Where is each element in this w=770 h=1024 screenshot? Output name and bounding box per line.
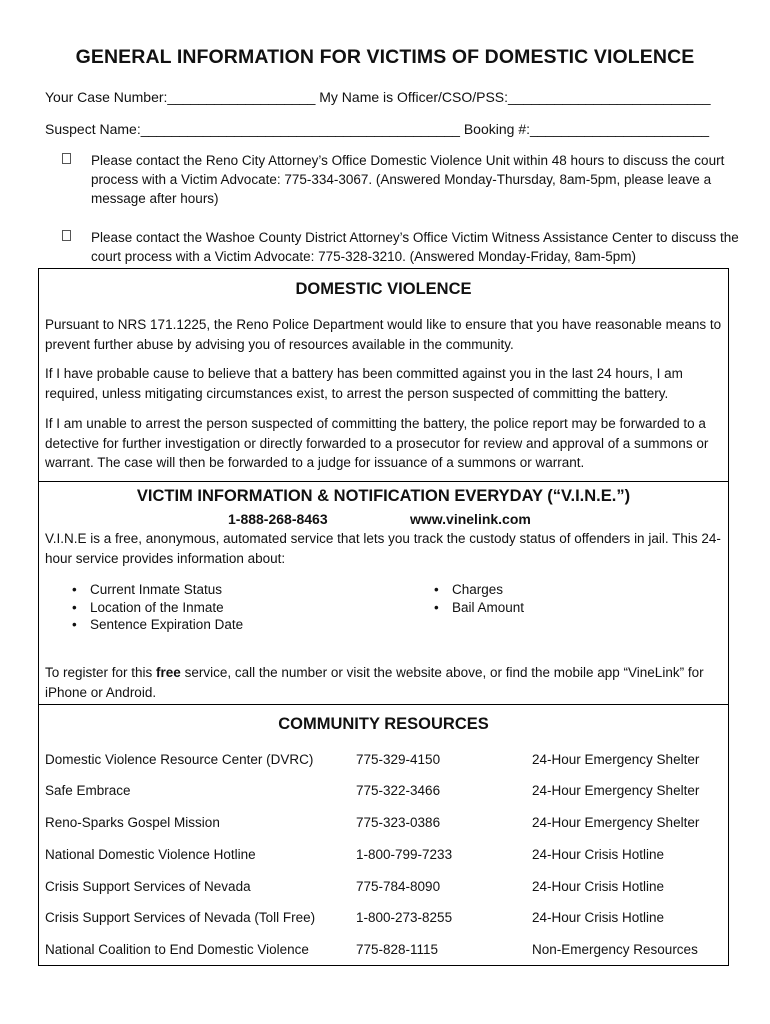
checklist-text: Please contact the Reno City Attorney’s Office Domestic Violence Unit within 48 hours to discuss the court process with a Victim Advocate: 775-334-3067. (Answered Monday-Thursday, 8am-5pm, please leave a message after hours) [91,153,725,206]
community-resources-heading: COMMUNITY RESOURCES [278,715,489,733]
resource-phone: 1-800-799-7233 [356,847,453,862]
checkbox-icon[interactable] [62,153,71,164]
table-row [45,783,725,803]
list-item: • Current Inmate Status [66,581,243,599]
vine-heading: VICTIM INFORMATION & NOTIFICATION EVERYDAY (“V.I.N.E.”) [136,487,631,505]
list-item: • Bail Amount [428,599,524,617]
table-row [45,879,725,899]
register-text-start: To register for this [45,665,157,680]
register-text-bold: free [156,665,181,680]
table-row [45,910,725,930]
dv-paragraph: If I have probable cause to believe that a battery has been committed against you in the last 24 hours, I am required, unless mitigating circumstances exist, to arrest the person suspected of committing the battery. [45,366,683,401]
case-number-line: Your Case Number:___________________ My Name is Officer/CSO/PSS:__________________________ [45,89,711,105]
resource-phone: 1-800-273-8255 [356,910,453,925]
resource-service: 24-Hour Emergency Shelter [532,783,700,798]
resource-phone: 775-322-3466 [356,783,441,798]
section-divider [38,481,729,482]
suspect-name-line: Suspect Name:_________________________________________ Booking #:_______________________ [45,121,710,137]
resource-name: National Coalition to End Domestic Violence [45,942,309,957]
resource-name: National Domestic Violence Hotline [45,847,256,862]
resource-phone: 775-323-0386 [356,815,441,830]
list-item: • Sentence Expiration Date [66,616,243,634]
resource-service: 24-Hour Crisis Hotline [532,847,665,862]
resource-name: Safe Embrace [45,783,131,798]
vine-info-list-right [428,581,524,616]
dv-paragraph: Pursuant to NRS 171.1225, the Reno Police Department would like to ensure that you have reasonable means to prevent further abuse by advising you of resources available in the community. [45,317,722,352]
section-divider [38,704,729,705]
table-row [45,752,725,772]
resource-name: Reno-Sparks Gospel Mission [45,815,220,830]
checklist-text: Please contact the Washoe County District Attorney’s Office Victim Witness Assistance Center to discuss the court process with a Victim Advocate: 775-328-3210. (Answered Monday-Friday, 8am-5pm) [91,230,739,264]
register-text-end: service, call the number or visit the website above, or find the mobile app “VineLink” for iPhone or Android. [45,665,704,700]
vine-description: V.I.N.E is a free, anonymous, automated service that lets you track the custody status of offenders in jail. This 24-hour service provides information about: [45,531,721,566]
dv-paragraph: If I am unable to arrest the person suspected of committing the battery, the police report may be forwarded to a detective for further investigation or directly forwarded to a prosecutor for review and approval of a summons or warrant. The case will then be forwarded to a judge for issuance of a summons or warrant. [45,416,709,470]
vine-info-list-left [66,581,243,634]
checklist-item-city-attorney [62,151,742,208]
resource-service: 24-Hour Crisis Hotline [532,879,665,894]
resource-phone: 775-784-8090 [356,879,441,894]
page-title: GENERAL INFORMATION FOR VICTIMS OF DOMESTIC VIOLENCE [75,46,695,68]
checkbox-icon[interactable] [62,230,71,241]
table-row [45,942,725,962]
vine-website-link[interactable]: www.vinelink.com [410,511,531,527]
resource-service: 24-Hour Crisis Hotline [532,910,665,925]
resource-name: Crisis Support Services of Nevada [45,879,251,894]
resource-name: Domestic Violence Resource Center (DVRC) [45,752,314,767]
resource-phone: 775-828-1115 [356,942,439,957]
resource-service: 24-Hour Emergency Shelter [532,815,700,830]
vine-register-text [45,663,727,702]
resource-service: 24-Hour Emergency Shelter [532,752,700,767]
vine-phone[interactable]: 1-888-268-8463 [228,511,328,527]
list-item: • Location of the Inmate [66,599,243,617]
domestic-violence-heading: DOMESTIC VIOLENCE [295,280,472,298]
checklist-item-district-attorney [62,228,742,266]
list-item: • Charges [428,581,524,599]
resource-phone: 775-329-4150 [356,752,441,767]
table-row [45,815,725,835]
table-row [45,847,725,867]
resource-name: Crisis Support Services of Nevada (Toll Free) [45,910,316,925]
resource-service: Non-Emergency Resources [532,942,698,957]
